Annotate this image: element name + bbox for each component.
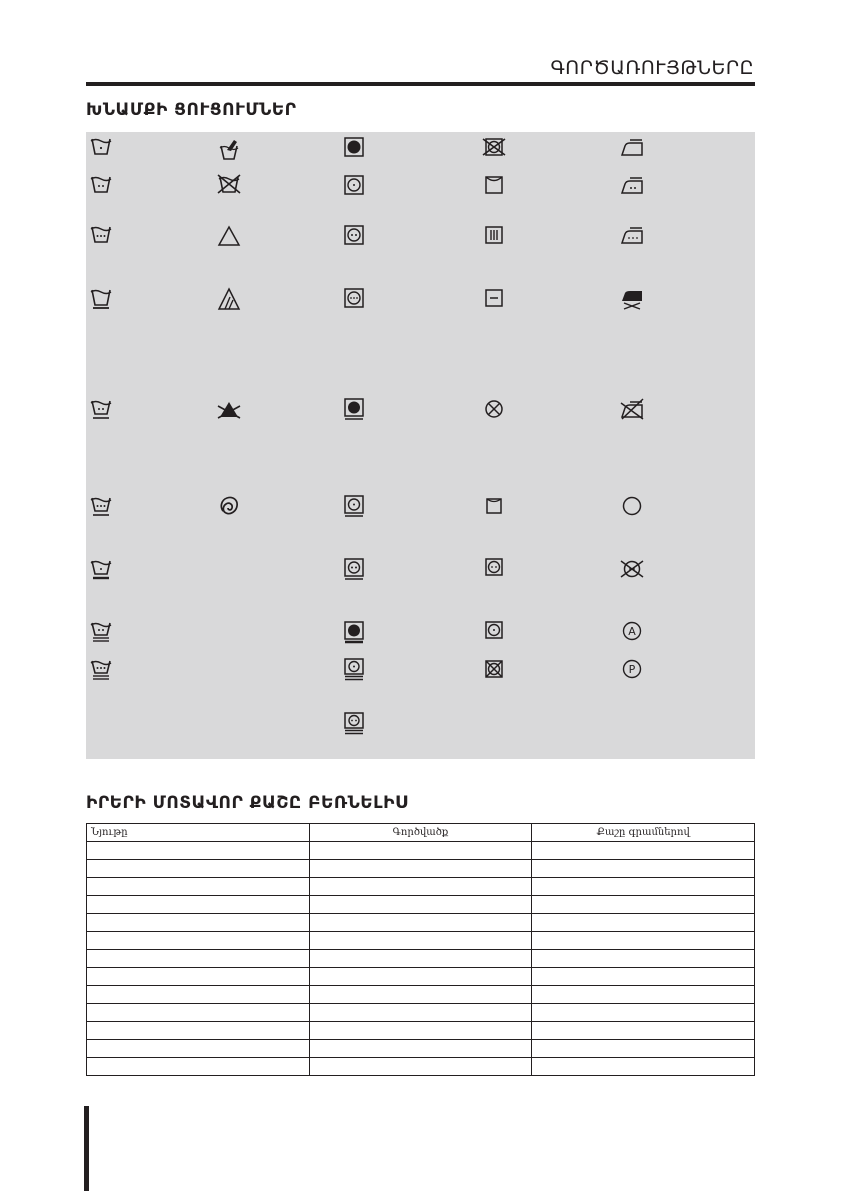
- page-header-title: ԳՈՐԾԱՌՈՒՅԹՆԵՐԸ: [550, 57, 754, 79]
- tumble-dry-frame-icon: [483, 556, 505, 578]
- wash-40-very-gentle-icon: [90, 620, 112, 642]
- do-not-iron-icon: [621, 398, 643, 420]
- table-row: [87, 968, 755, 986]
- table-cell: [532, 1058, 755, 1076]
- table-row: [87, 860, 755, 878]
- table-cell: [87, 860, 310, 878]
- do-not-bleach-icon: [218, 398, 240, 420]
- drip-dry-icon: [483, 224, 505, 246]
- table-cell: [309, 1040, 532, 1058]
- dry-clean-a-icon: [621, 620, 643, 642]
- do-not-dry-icon: [483, 398, 505, 420]
- table-cell: [87, 986, 310, 1004]
- iron-high-icon: [621, 224, 643, 246]
- tumble-dry-high-icon: [343, 287, 365, 309]
- line-dry-icon: [483, 174, 505, 196]
- table-cell: [87, 950, 310, 968]
- table-cell: [532, 968, 755, 986]
- page-edge-bar: [84, 1106, 89, 1191]
- column-header-fabric: Գործվածք: [309, 824, 532, 842]
- wash-60-icon: [90, 224, 112, 246]
- table-row: [87, 950, 755, 968]
- do-not-dry-clean-icon: [621, 558, 643, 580]
- table-cell: [532, 860, 755, 878]
- table-cell: [309, 986, 532, 1004]
- table-cell: [532, 842, 755, 860]
- table-row: [87, 1022, 755, 1040]
- table-cell: [532, 932, 755, 950]
- column-header-material: Նյութը: [87, 824, 310, 842]
- tumble-dry-black-bar-icon: [343, 621, 365, 643]
- table-row: [87, 1040, 755, 1058]
- bleach-triangle-icon: [218, 225, 240, 247]
- tumble-dry-black-icon: [343, 136, 365, 158]
- care-section-title: ԽՆԱՄՔԻ ՑՈՒՑՈՒՄՆԵՐ: [86, 100, 297, 120]
- dry-flat-icon: [483, 287, 505, 309]
- table-cell: [532, 986, 755, 1004]
- steam-iron-icon: [621, 287, 643, 309]
- tumble-dry-medium-gentle-icon: [343, 558, 365, 580]
- table-cell: [309, 860, 532, 878]
- table-cell: [87, 1022, 310, 1040]
- care-symbols-panel: [86, 132, 755, 759]
- table-cell: [309, 896, 532, 914]
- drip-dry-shade-icon: [483, 495, 505, 517]
- table-cell: [309, 950, 532, 968]
- table-cell: [532, 896, 755, 914]
- table-cell: [87, 1004, 310, 1022]
- table-cell: [87, 914, 310, 932]
- table-cell: [87, 932, 310, 950]
- do-not-hand-wash-icon: [218, 174, 240, 196]
- tumble-dry-gentle-icon: [343, 495, 365, 517]
- hand-wash-icon: [90, 287, 112, 309]
- header-rule: [86, 82, 755, 86]
- dry-clean-a-letter: A: [628, 625, 636, 638]
- table-cell: [309, 842, 532, 860]
- table-cell: [309, 968, 532, 986]
- table-cell: [309, 1058, 532, 1076]
- tumble-dry-black-gentle-icon: [343, 398, 365, 420]
- table-row: [87, 842, 755, 860]
- bleach-allowed-icon: [218, 138, 240, 160]
- tumble-dry-low-frame-icon: [483, 619, 505, 641]
- non-chlorine-bleach-icon: [218, 288, 240, 310]
- wash-30-icon: [90, 136, 112, 158]
- tumble-dry-medium-double-bar-icon: [343, 712, 365, 734]
- table-cell: [532, 1004, 755, 1022]
- dry-clean-icon: [621, 495, 643, 517]
- wash-60-very-gentle-icon: [90, 658, 112, 680]
- table-row: [87, 896, 755, 914]
- iron-low-icon: [621, 136, 643, 158]
- table-cell: [87, 896, 310, 914]
- wash-40-gentle-icon: [90, 398, 112, 420]
- column-header-weight: Քաշը գրամներով: [532, 824, 755, 842]
- table-cell: [532, 950, 755, 968]
- do-not-tumble-dry-icon: [483, 136, 505, 158]
- dry-clean-p-icon: [621, 658, 643, 680]
- weight-section-title: ԻՐԵՐԻ ՄՈՏԱՎՈՐ ՔԱՇԸ ԲԵՌՆԵԼԻՍ: [86, 793, 408, 813]
- table-cell: [532, 878, 755, 896]
- table-row: [87, 986, 755, 1004]
- wash-60-gentle-icon: [90, 495, 112, 517]
- table-cell: [87, 878, 310, 896]
- table-cell: [309, 914, 532, 932]
- iron-medium-icon: [621, 174, 643, 196]
- do-not-tumble-dry-frame-icon: [483, 658, 505, 680]
- table-row: [87, 1004, 755, 1022]
- dry-clean-p-letter: P: [628, 663, 636, 676]
- table-cell: [87, 1058, 310, 1076]
- table-cell: [87, 968, 310, 986]
- wash-40-icon: [90, 174, 112, 196]
- table-row: [87, 914, 755, 932]
- table-row: [87, 932, 755, 950]
- table-row: [87, 1058, 755, 1076]
- table-cell: [532, 1022, 755, 1040]
- table-cell: [309, 1004, 532, 1022]
- tumble-dry-low-double-bar-icon: [343, 658, 365, 680]
- table-header-row: [87, 824, 755, 842]
- table-cell: [532, 914, 755, 932]
- laundry-weight-table: [86, 823, 755, 1076]
- tumble-dry-medium-icon: [343, 224, 365, 246]
- table-cell: [309, 1022, 532, 1040]
- wool-icon: [218, 495, 240, 517]
- table-cell: [532, 1040, 755, 1058]
- table-cell: [87, 842, 310, 860]
- table-cell: [87, 1040, 310, 1058]
- table-row: [87, 878, 755, 896]
- table-cell: [309, 878, 532, 896]
- tumble-dry-low-icon: [343, 174, 365, 196]
- wash-30-gentle-icon: [90, 558, 112, 580]
- table-cell: [309, 932, 532, 950]
